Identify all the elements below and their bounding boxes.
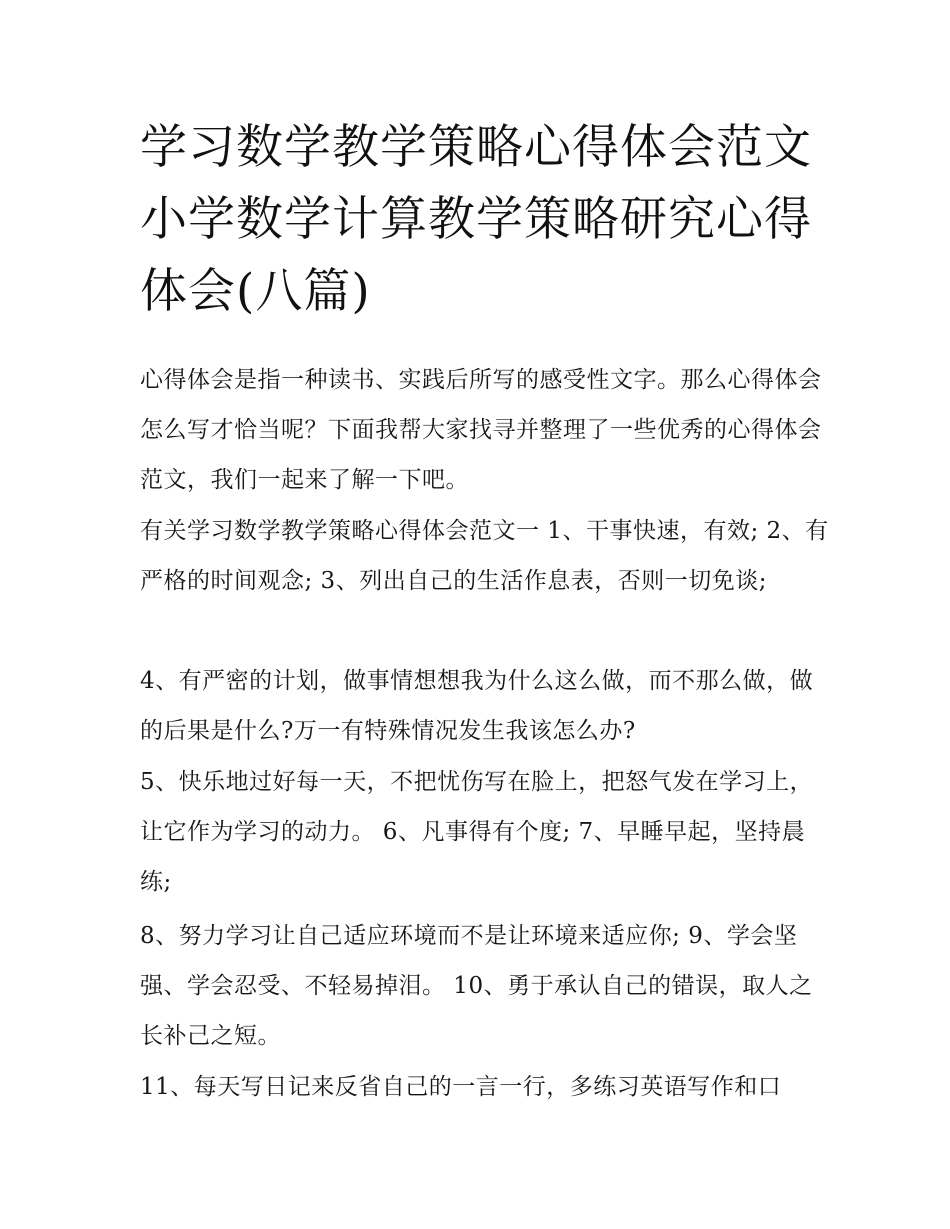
- paragraph-items-1-3: 有关学习数学教学策略心得体会范文一 1、干事快速，有效; 2、有严格的时间观念; 3、列出自己的生活作息表，否则一切免谈;: [140, 518, 829, 594]
- intro-paragraph: 心得体会是指一种读书、实践后所写的感受性文字。那么心得体会怎么写才恰当呢？下面我帮大家找寻并整理了一些优秀的心得体会范文，我们一起来了解一下吧。: [140, 367, 822, 493]
- paragraph-items-5-7: 5、快乐地过好每一天，不把忧伤写在脸上，把怒气发在学习上，让它作为学习的动力。 6、凡事得有个度; 7、早睡早起，坚持晨练;: [140, 769, 814, 895]
- paragraph-items-8-10: 8、努力学习让自己适应环境而不是让环境来适应你; 9、学会坚强、学会忍受、不轻易掉泪。 10、勇于承认自己的错误，取人之长补己之短。: [140, 923, 813, 1049]
- paragraph-item-4: 4、有严密的计划，做事情想想我为什么这么做，而不那么做，做的后果是什么?万一有特殊情况发生我该怎么办?: [140, 668, 814, 744]
- document-title: 学习数学教学策略心得体会范文 小学数学计算教学策略研究心得体会(八篇): [140, 120, 812, 319]
- paragraph-item-11: 11、每天写日记来反省自己的一言一行，多练习英语写作和口: [140, 1074, 782, 1100]
